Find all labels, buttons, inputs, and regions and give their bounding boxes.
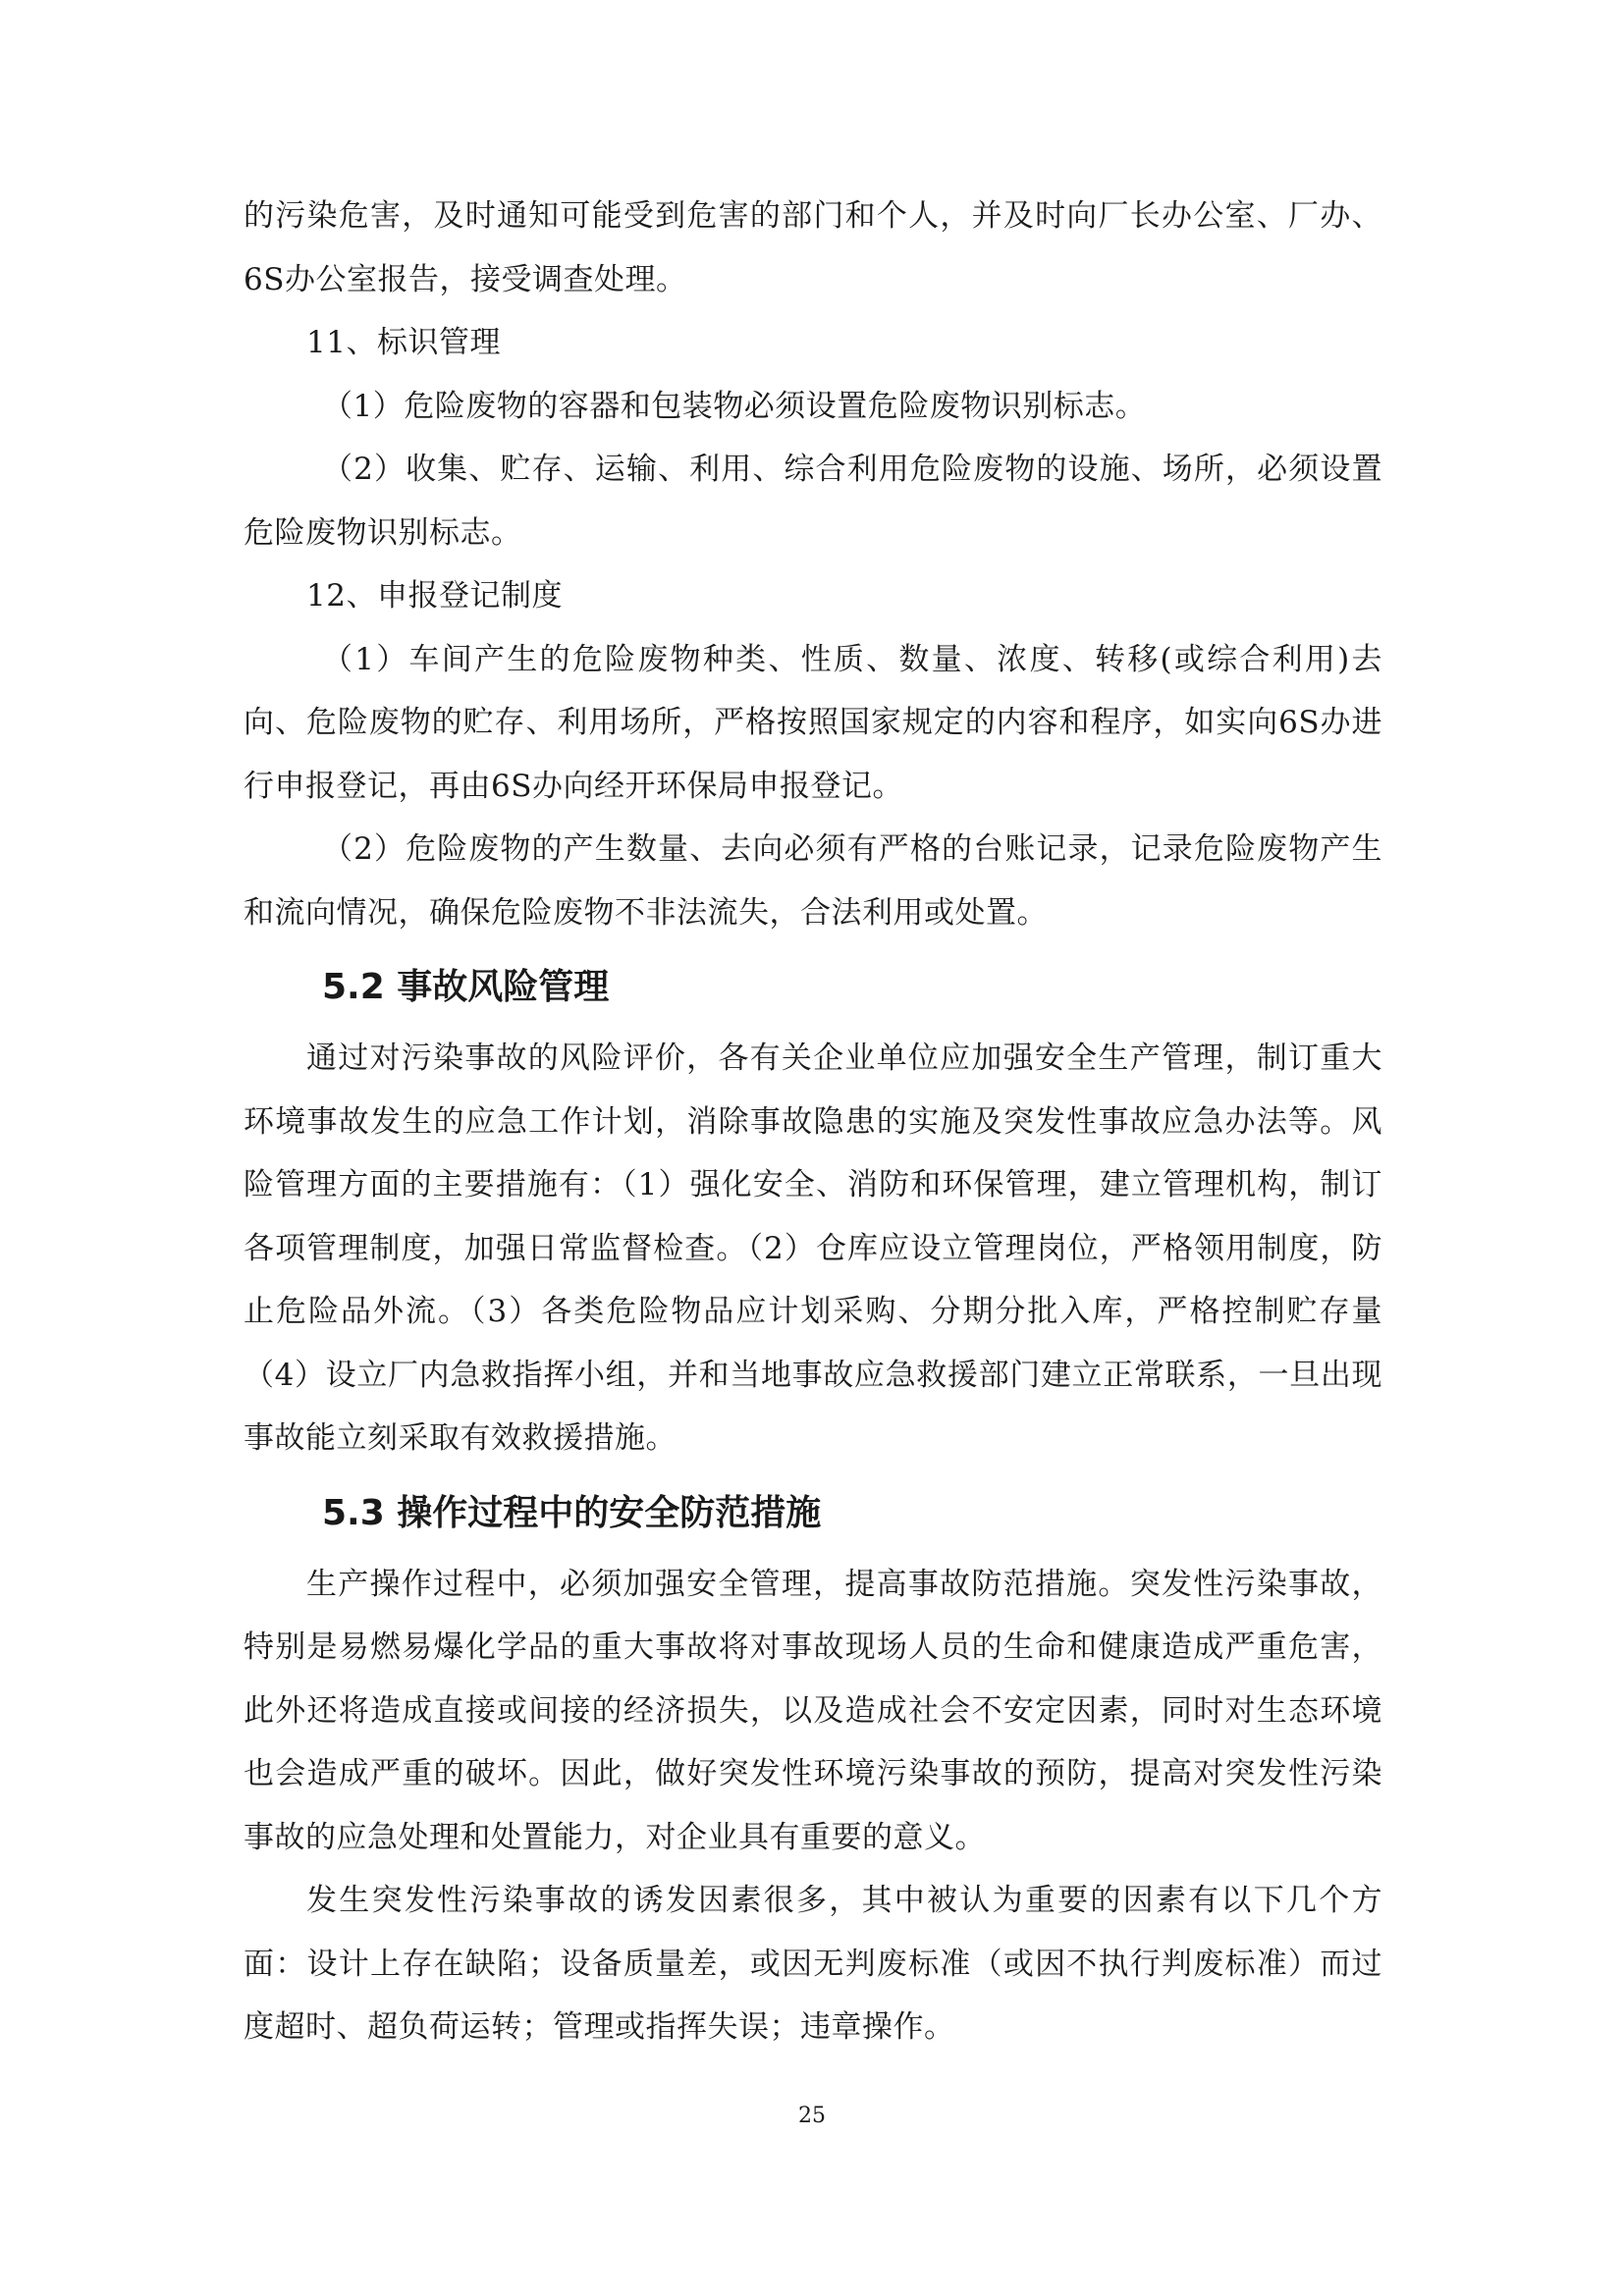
list-item: （1）车间产生的危险废物种类、性质、数量、浓度、转移(或综合利用)去向、危险废物的贮存、利用场所，严格按照国家规定的内容和程序，如实向6S办进行申报登记，再由6S办向经开环保局申报登记。 — [244, 641, 1382, 804]
paragraph-continued: 的污染危害，及时通知可能受到危害的部门和个人，并及时向厂长办公室、厂办、6S办公室报告，接受调查处理。 — [244, 198, 1382, 297]
section-item-heading-11: 11、标识管理 — [306, 325, 501, 360]
section-heading-5-2: 5.2 事故风险管理 — [322, 967, 610, 1007]
paragraph: 发生突发性污染事故的诱发因素很多，其中被认为重要的因素有以下几个方面：设计上存在缺陷；设备质量差，或因无判废标准（或因不执行判废标准）而过度超时、超负荷运转；管理或指挥失误；违章操作。 — [244, 1883, 1382, 2045]
page-number: 25 — [798, 2104, 826, 2128]
paragraph: 生产操作过程中，必须加强安全管理，提高事故防范措施。突发性污染事故，特别是易燃易爆化学品的重大事故将对事故现场人员的生命和健康造成严重危害，此外还将造成直接或间接的经济损失，以及造成社会不安定因素，同时对生态环境也会造成严重的破坏。因此，做好突发性环境污染事故的预防，提高对突发性污染事故的应急处理和处置能力，对企业具有重要的意义。 — [244, 1566, 1382, 1855]
list-item: （1）危险废物的容器和包装物必须设置危险废物识别标志。 — [322, 388, 1147, 424]
paragraph: 通过对污染事故的风险评价，各有关企业单位应加强安全生产管理，制订重大环境事故发生的应急工作计划，消除事故隐患的实施及突发性事故应急办法等。风险管理方面的主要措施有：（1）强化安全、消防和环保管理，建立管理机构，制订各项管理制度，加强日常监督检查。（2）仓库应设立管理岗位，严格领用制度，防止危险品外流。（3）各类危险物品应计划采购、分期分批入库，严格控制贮存量（4）设立厂内急救指挥小组，并和当地事故应急救援部门建立正常联系，一旦出现事故能立刻采取有效救援措施。 — [244, 1041, 1382, 1456]
page-body — [244, 185, 1382, 2059]
section-item-heading-12: 12、申报登记制度 — [306, 578, 563, 614]
list-item: （2）收集、贮存、运输、利用、综合利用危险废物的设施、场所，必须设置危险废物识别标志。 — [244, 452, 1382, 551]
list-item: （2）危险废物的产生数量、去向必须有严格的台账记录，记录危险废物产生和流向情况，确保危险废物不非法流失，合法利用或处置。 — [244, 831, 1382, 931]
section-heading-5-3: 5.3 操作过程中的安全防范措施 — [322, 1492, 822, 1533]
